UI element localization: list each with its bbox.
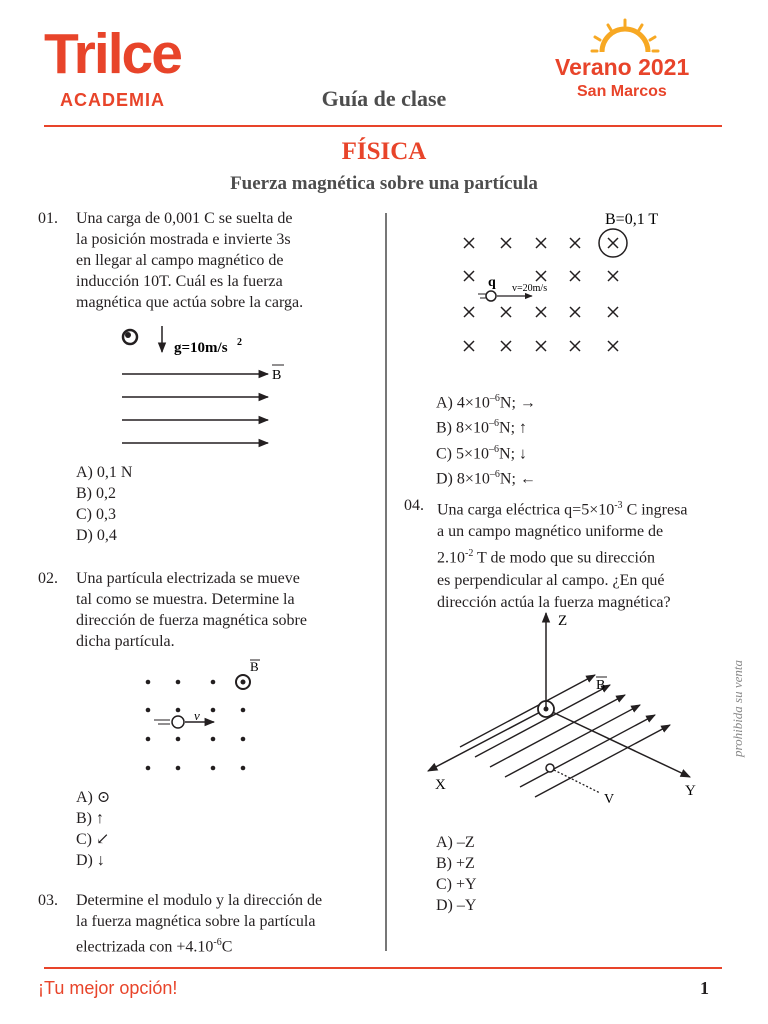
guide-title: Guía de clase <box>321 86 447 111</box>
charged-particle <box>172 716 184 728</box>
y-label: Y <box>685 783 696 799</box>
column-divider <box>385 213 387 951</box>
q01-figure <box>100 318 300 458</box>
q01-number: 01. <box>38 210 58 227</box>
footer-rule <box>44 967 722 969</box>
sun-icon <box>590 18 660 58</box>
logo-trilce: Trilce <box>44 22 181 86</box>
option: C) +Y <box>436 876 477 893</box>
charge-q-label: q <box>488 275 496 290</box>
velocity-label: v=20m/s <box>512 283 548 294</box>
option: D) 0,4 <box>76 527 117 544</box>
page-number: 1 <box>700 978 709 998</box>
option: B) +Z <box>436 855 475 872</box>
q03-options <box>436 388 536 489</box>
gravity-label: g=10m/s <box>174 340 228 356</box>
field-b-label: B=0,1 T <box>605 211 659 228</box>
option: A) –Z <box>436 834 475 851</box>
q04-options <box>436 832 477 916</box>
field-b-label: B <box>250 659 259 674</box>
option: D) $8\times 10^{-6}N$; ← <box>436 468 536 488</box>
option: B) ↑ <box>76 810 104 827</box>
charged-particle <box>486 291 496 301</box>
logo-academia: ACADEMIA <box>60 90 165 110</box>
header-rule <box>44 125 722 127</box>
option: A) $4\times 10^{-6}N$; → <box>436 393 536 412</box>
velocity-label: V <box>604 792 615 807</box>
option: D) –Y <box>436 897 477 914</box>
field-b-label: B <box>272 368 282 383</box>
option: D) ↓ <box>76 852 105 869</box>
season-label: Verano 2021 <box>555 54 690 80</box>
option: A) 0,1 N <box>76 464 133 481</box>
campus-label: San Marcos <box>577 83 667 100</box>
field-lines <box>460 675 670 797</box>
q01-text: Una carga de 0,001 C se suelta de la posición mostrada e invierte 3s en llegar al campo magnético de inducción 10T. Cuál es la fuerza magnética que actúa sobre la carga. <box>76 210 304 311</box>
charged-particle <box>546 764 554 772</box>
x-label: X <box>435 777 446 793</box>
q02-figure <box>130 654 270 778</box>
option: B) 0,2 <box>76 485 116 502</box>
q02-number: 02. <box>38 570 58 587</box>
field-dots <box>146 680 246 771</box>
velocity-path <box>554 770 600 793</box>
q02-options <box>76 787 110 871</box>
q02-text: Una partícula electrizada se mueve tal como se muestra. Determine la dirección de fuerza magnética sobre dicha partícula. <box>76 570 307 650</box>
option: C) $5\times 10^{-6}N$; ↓ <box>436 443 528 462</box>
footer-slogan: ¡Tu mejor opción! <box>38 978 178 998</box>
q03-text: Determine el modulo y la dirección de la fuerza magnética sobre la partícula electrizada con $+4.10^{-6}C$ <box>76 892 323 956</box>
option: C) ↙ <box>76 831 110 848</box>
q04-figure <box>420 605 720 825</box>
option: B) $8\times 10^{-6}N$; ↑ <box>436 418 528 437</box>
q03-number: 03. <box>38 892 58 909</box>
q04-text: Una carga eléctrica $q=5\times 10^{-3}$ C ingresa a un campo magnético uniforme de $2.10^{-2}$ T de modo que su dirección es perpendicular al campo. ¿En qué dirección actúa la fuerza magnética? <box>437 500 688 611</box>
side-note: prohibida su venta <box>730 659 745 757</box>
q04-number: 04. <box>404 497 424 514</box>
option: C) 0,3 <box>76 506 116 523</box>
topic-title: Fuerza magnética sobre una partícula <box>230 173 538 194</box>
q03-figure <box>440 204 659 364</box>
subject-title: FÍSICA <box>341 138 427 165</box>
z-label: Z <box>558 613 568 629</box>
option: A) ⊙ <box>76 789 111 806</box>
x-axis <box>428 709 546 771</box>
q01-options <box>76 462 132 546</box>
svg-text:2: 2 <box>237 337 242 348</box>
velocity-label: v <box>194 708 200 723</box>
field-b-label: B <box>596 678 606 693</box>
